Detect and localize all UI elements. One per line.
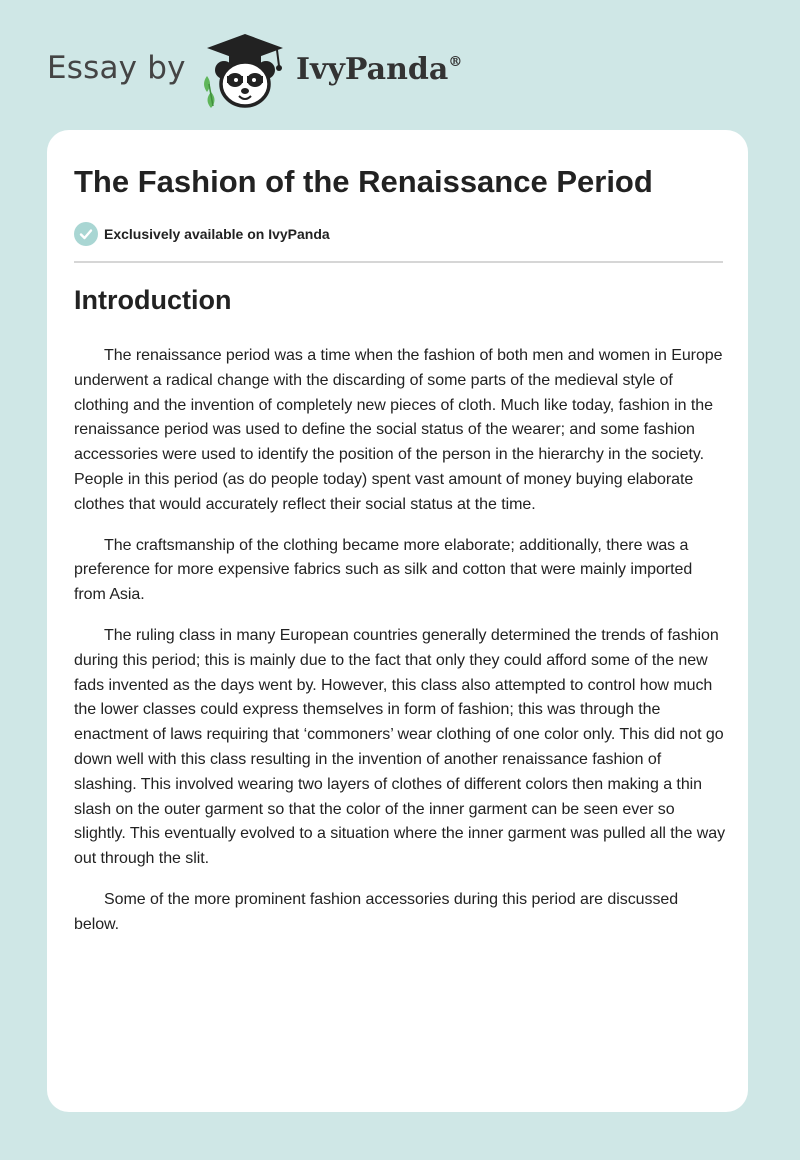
registered-mark: ® <box>448 54 463 70</box>
divider <box>74 261 723 263</box>
paragraph: The craftsmanship of the clothing became more elaborate; additionally, there was a preference for more expensive fabrics such as silk and cotton that were mainly imported from Asia. <box>74 536 693 604</box>
paragraph: The renaissance period was a time when the fashion of both men and women in Europe underwent a radical change with the discarding of some parts of the medieval style of clothing and the invention of completely new pieces of cloth. Much like today, fashion in the renaissance period was used to define the social status of the wearer; and some fashion accessories were used to identify the position of the person in the hierarchy in the society. People in this period (as do people today) spent vast amount of money buying elaborate clothes that would accurately reflect their social status at the time. <box>74 347 723 513</box>
essay-card <box>47 130 748 1112</box>
essay-body <box>74 344 726 954</box>
exclusive-label: Exclusively available on IvyPanda <box>104 226 330 242</box>
brand-name: IvyPanda® <box>296 52 463 87</box>
section-heading: Introduction <box>74 285 232 315</box>
paragraph: Some of the more prominent fashion accessories during this period are discussed below. <box>74 890 679 933</box>
brand-prefix: Essay by <box>47 50 186 86</box>
exclusive-badge <box>74 222 330 246</box>
page-title: The Fashion of the Renaissance Period <box>74 164 653 199</box>
paragraph: The ruling class in many European countries generally determined the trends of fashion during this period; this is mainly due to the fact that only they could afford some of the new fads invented as the days went by. However, this class also attempted to control how much the lower classes could express themselves in form of fashion; this was through the enactment of laws requiring that ‘commoners’ wear clothing of one color only. This did not go down well with this class resulting in the invention of another renaissance fashion of slashing. This involved wearing two layers of clothes of different colors then making a thin slash on the outer garment so that the color of the inner garment can be seen ever so slightly. This eventually evolved to a situation where the inner garment was pulled all the way out through the slit. <box>74 626 726 868</box>
panda-graduate-icon <box>199 32 291 110</box>
site-brand[interactable] <box>47 30 507 110</box>
check-circle-icon <box>74 222 98 246</box>
